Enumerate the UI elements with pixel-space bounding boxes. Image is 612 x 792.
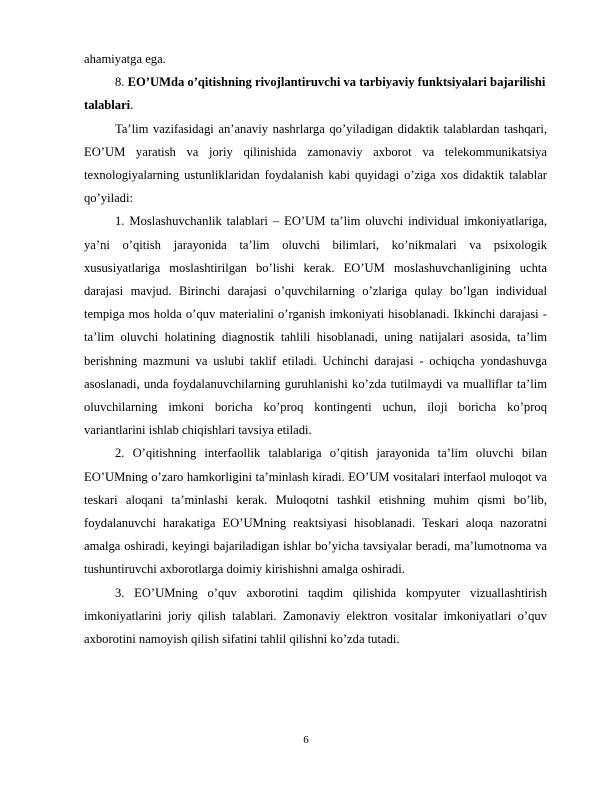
intro-fragment: ahamiyatga ega. (84, 52, 166, 66)
paragraph-adaptivity: 1. Moslashuvchanlik talablari – EO’UM ta’lim oluvchi individual imkoniyatlariga, ya’ni o’qitish jarayonida ta’lim oluvchi bilimlari, ko’nikmalari va psixologik xususiyatlariga moslashtirilgan bo’lishi kerak. EO’UM moslashuvchanligining uchta darajasi mavjud. Birinchi darajasi o’quvchilarning o’zlariga qulay bo’lgan individual tempiga mos holda o’quv materialini o’rganish imkoniyati hisoblanadi. Ikkinchi darajasi - ta’lim oluvchi holatining diagnostik tahlili hisoblanadi, uning natijalari asosida, ta’lim berishning mazmuni va uslubi taklif etiladi. Uchinchi darajasi - ochiqcha yondashuvga asoslanadi, unda foydalanuvchilarning guruhlanishi ko’zda tutilmaydi va mualliflar ta’lim oluvchilarning imkoni boricha ko’proq kontingenti uchun, iloji boricha ko’proq variantlarini ishlab chiqishlari tavsiya etiladi. (84, 214, 547, 438)
paragraph-intro: Ta’lim vazifasidagi an’anaviy nashrlarga qo’yiladigan didaktik talablardan tashqari, EO’UM yaratish va joriy qilinishida zamonaviy axborot va telekommunikatsiya texnologiyalarning ustunliklaridan foydalanish kabi quyidagi o’ziga xos didaktik talablar qo’yiladi: (84, 121, 547, 206)
page-number: 6 (303, 734, 309, 746)
paragraph-visualization: 3. EO’UMning o’quv axborotini taqdim qilishida kompyuter vizuallashtirish imkoniyatlarini joriy qilish talablari. Zamonaviy elektron vositalar imkoniyatlari o’quv axborotini namoyish qilish sifatini tahlil qilishni ko’zda tutadi. (84, 585, 547, 647)
section-title: EO’UMda o’qitishning rivojlantiruvchi va tarbiyaviy funktsiyalari bajarilishi talablari (84, 75, 546, 113)
paragraph-interactivity: 2. O’qitishning interfaollik talablariga o’qitish jarayonida ta’lim oluvchi bilan EO’UMning o’zaro hamkorligini ta’minlash kiradi. EO’UM vositalari interfaol muloqot va teskari aloqani ta’minlashi kerak. Muloqotni tashkil etishning muhim qismi bo’lib, foydalanuvchi harakatiga EO’UMning reaktsiyasi hisoblanadi. Teskari aloqa nazoratni amalga oshiradi, keyingi bajariladigan ishlar bo’yicha tavsiyalar beradi, ma’lumotnoma va tushuntiruvchi axborotlarga doimiy kirishishni amalga oshiradi. (84, 446, 547, 577)
section-title-end: . (130, 98, 134, 113)
section-heading (84, 71, 547, 117)
page-content (84, 48, 547, 651)
section-number: 8. (115, 75, 125, 90)
